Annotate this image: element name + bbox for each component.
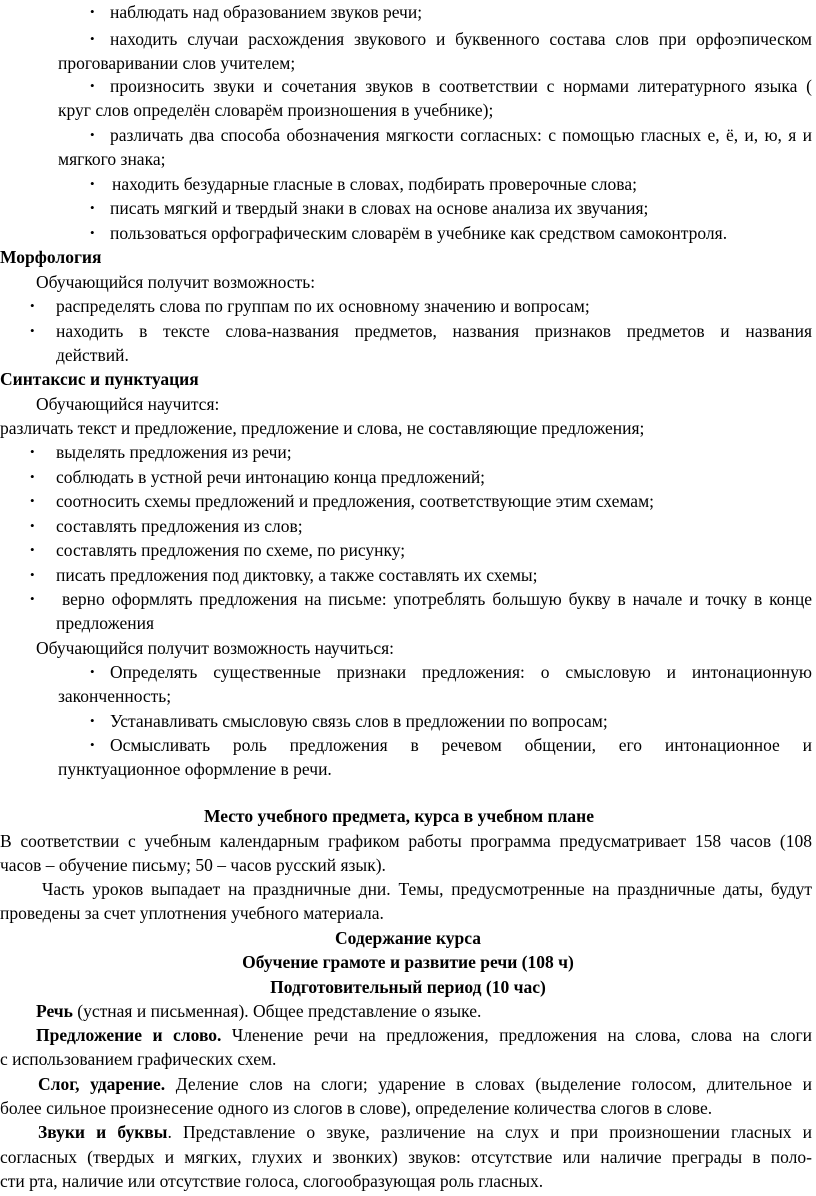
paragraph-continuation: с использованием графических схем. — [0, 1049, 277, 1069]
list-item: находить случаи расхождения звукового и буквенного состава слов при орфоэпическом — [110, 29, 812, 49]
paragraph-continuation: проведены за счет уплотнения учебного материала. — [0, 903, 384, 923]
list-item: составлять предложения по схеме, по рисунку; — [56, 540, 406, 560]
paragraph-syllable — [38, 1072, 812, 1096]
bullet-icon: • — [30, 567, 35, 582]
section-heading-place: Место учебного предмета, курса в учебном плане — [204, 806, 595, 826]
bullet-icon: • — [90, 225, 95, 240]
subheading-preparatory: Подготовительный период (10 час) — [270, 977, 546, 997]
list-item: распределять слова по группам по их основному значению и вопросам; — [56, 296, 590, 316]
list-item: различать два способа обозначения мягкости согласных: с помощью гласных е, ё, и, ю, я и — [110, 125, 812, 145]
term-text: . Представление о звуке, различение на слух и при произношении гласных и — [167, 1122, 812, 1142]
paragraph-continuation: сти рта, наличие или отсутствие голоса, слогообразующая роль гласных. — [0, 1171, 544, 1191]
list-item: Устанавливать смысловую связь слов в предложении по вопросам; — [110, 711, 608, 731]
paragraph-speech — [36, 999, 481, 1023]
term-text: Деление слов на слоги; ударение в словах (выделение голосом, длительное и — [165, 1074, 812, 1094]
bullet-icon: • — [30, 591, 35, 606]
bullet-icon: • — [90, 737, 95, 752]
subheading-literacy: Обучение грамоте и развитие речи (108 ч) — [242, 952, 574, 972]
bullet-icon: • — [30, 518, 35, 533]
section-intro: Обучающийся получит возможность научиться: — [36, 638, 395, 658]
bullet-icon: • — [90, 78, 95, 93]
list-item-continuation: проговаривании слов учителем; — [58, 53, 296, 73]
list-item: выделять предложения из речи; — [56, 442, 292, 462]
bullet-icon: • — [30, 444, 35, 459]
term-text: (устная и письменная). Общее представление о языке. — [72, 1001, 482, 1021]
bullet-icon: • — [30, 493, 35, 508]
section-intro: Обучающийся получит возможность: — [36, 272, 316, 292]
list-item: соотносить схемы предложений и предложения, соответствующие этим схемам; — [56, 491, 655, 511]
bullet-icon: • — [90, 200, 95, 215]
section-heading-content: Содержание курса — [334, 928, 482, 948]
bullet-icon: • — [90, 127, 95, 142]
bullet-icon: • — [30, 469, 35, 484]
paragraph-sentence — [36, 1023, 812, 1047]
bullet-icon: • — [90, 31, 95, 46]
section-heading-morphology: Морфология — [0, 247, 102, 267]
bullet-icon: • — [90, 176, 95, 191]
term-speech: Речь — [36, 1001, 73, 1021]
section-intro: Обучающийся научится: — [36, 394, 220, 414]
bullet-icon: • — [30, 323, 35, 338]
list-item-continuation: мягкого знака; — [58, 149, 166, 169]
list-item: составлять предложения из слов; — [56, 516, 303, 536]
paragraph-continuation: согласных (твердых и мягких, глухих и звонких) звуков: отсутствие или наличие преграды в поло- — [0, 1147, 812, 1167]
list-item: Осмысливать роль предложения в речевом общении, его интонационное и — [110, 735, 812, 755]
list-item-continuation: законченность; — [58, 686, 172, 706]
bullet-icon: • — [30, 542, 35, 557]
list-item-continuation: предложения — [56, 613, 155, 633]
bullet-icon: • — [30, 298, 35, 313]
section-heading-syntax: Синтаксис и пунктуация — [0, 369, 199, 389]
bullet-icon: • — [90, 664, 95, 679]
term-text: Членение речи на предложения, предложения на слова, слова на слоги — [221, 1025, 812, 1045]
list-item: находить в тексте слова-названия предметов, названия признаков предметов и названия — [56, 321, 812, 341]
list-item: писать предложения под диктовку, а также составлять их схемы; — [56, 565, 538, 585]
list-item-continuation: круг слов определён словарём произношения в учебнике); — [58, 100, 494, 120]
list-item-continuation: пунктуационное оформление в речи. — [58, 759, 332, 779]
term-syllable: Слог, ударение. — [38, 1074, 166, 1094]
paragraph-sounds — [38, 1120, 812, 1144]
list-item: соблюдать в устной речи интонацию конца предложений; — [56, 467, 486, 487]
list-item: Определять существенные признаки предложения: о смысловую и интонационную — [110, 662, 812, 682]
paragraph: В соответствии с учебным календарным графиком работы программа предусматривает 158 часов (108 — [0, 831, 812, 851]
list-item: верно оформлять предложения на письме: употреблять большую букву в начале и точку в конце — [62, 589, 812, 609]
term-sentence: Предложение и слово. — [36, 1025, 222, 1045]
list-item: произносить звуки и сочетания звуков в соответствии с нормами литературного языка ( — [110, 76, 812, 96]
list-item: пользоваться орфографическим словарём в учебнике как средством самоконтроля. — [110, 223, 728, 243]
bullet-icon: • — [90, 713, 95, 728]
paragraph-continuation: более сильное произнесение одного из слогов в слове), определение количества слогов в слове. — [0, 1098, 713, 1118]
paragraph-continuation: часов – обучение письму; 50 – часов русский язык). — [0, 855, 386, 875]
paragraph: Часть уроков выпадает на праздничные дни. Темы, предусмотренные на праздничные даты, будут — [42, 879, 812, 899]
term-sounds: Звуки и буквы — [38, 1122, 168, 1142]
paragraph: различать текст и предложение, предложение и слова, не составляющие предложения; — [0, 418, 645, 438]
list-item: писать мягкий и твердый знаки в словах на основе анализа их звучания; — [110, 198, 649, 218]
list-item: находить безударные гласные в словах, подбирать проверочные слова; — [112, 174, 637, 194]
list-item-continuation: действий. — [56, 345, 129, 365]
list-item: наблюдать над образованием звуков речи; — [110, 2, 423, 22]
bullet-icon: • — [90, 4, 95, 19]
